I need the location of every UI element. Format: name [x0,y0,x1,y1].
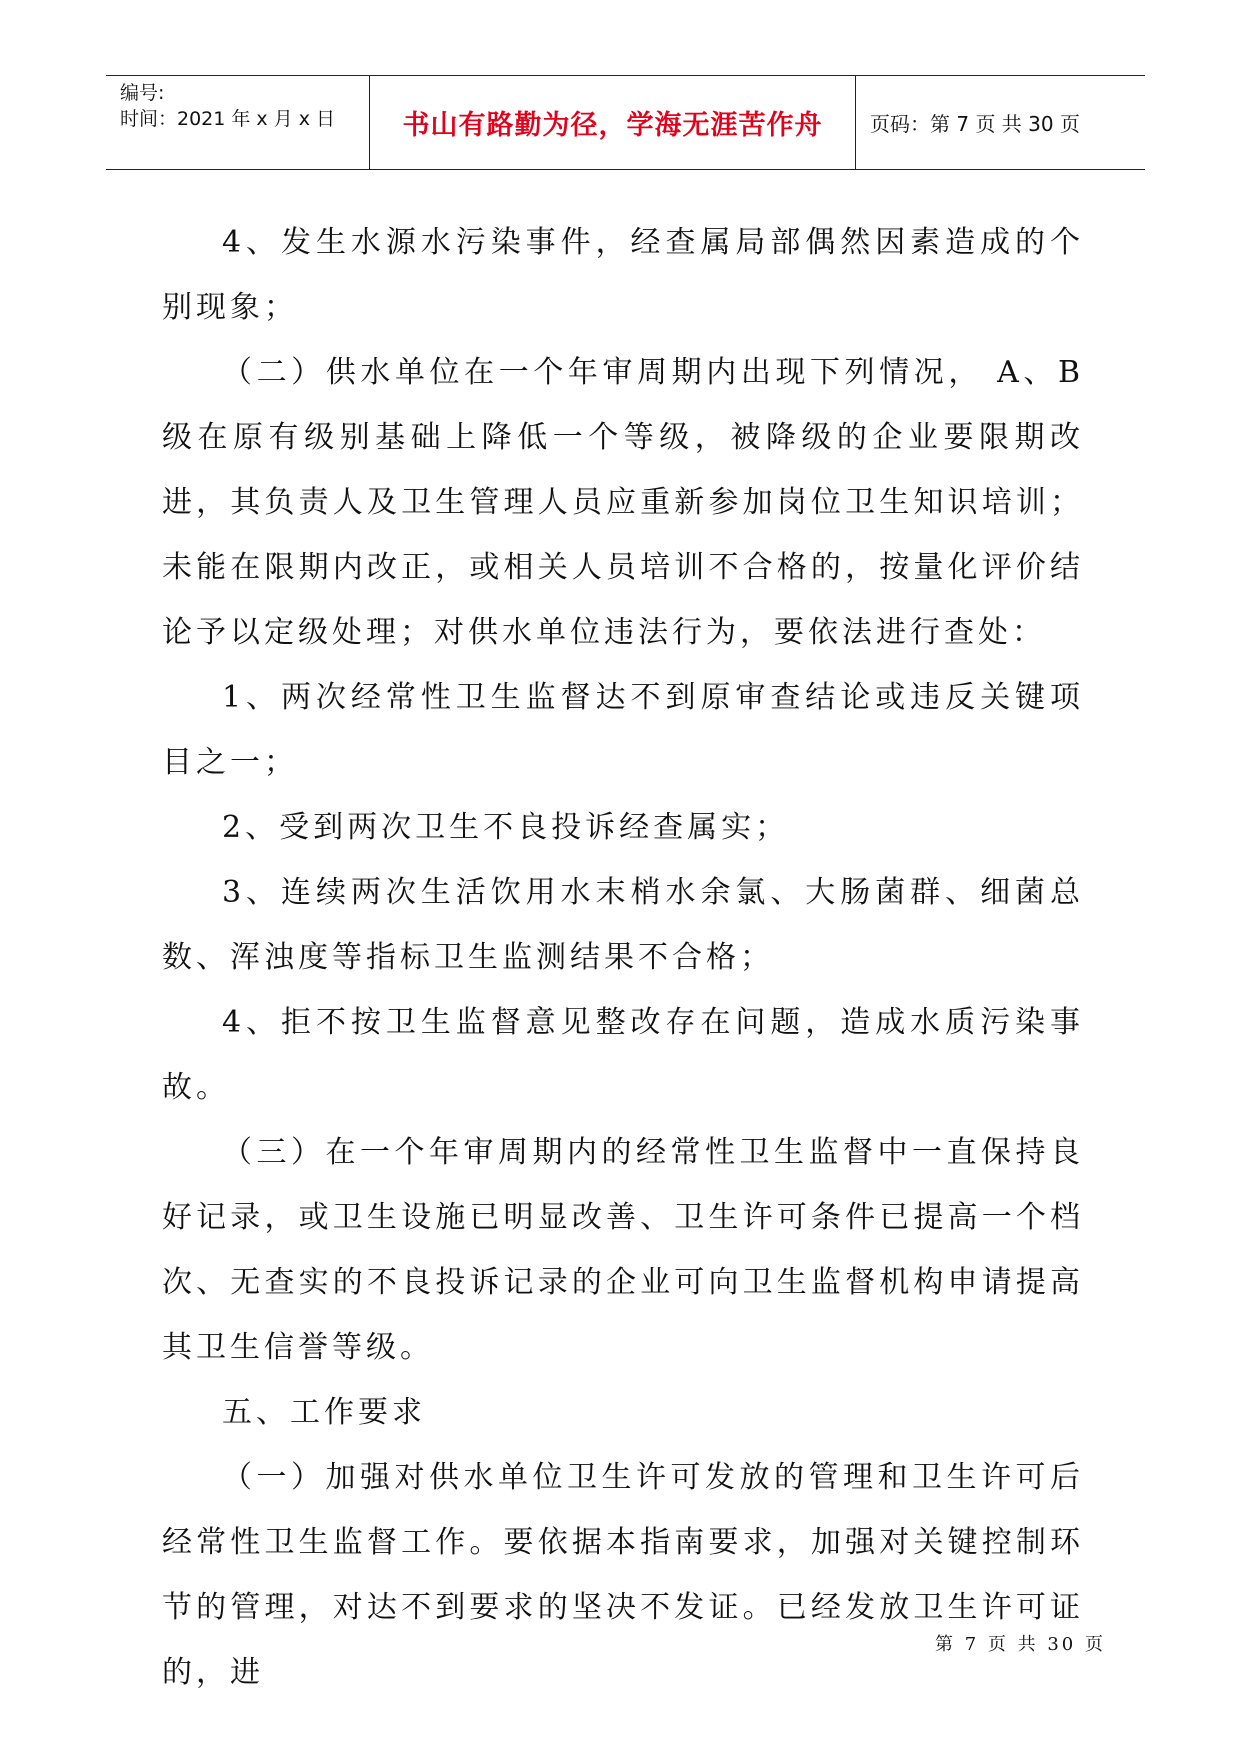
paragraph: 1、两次经常性卫生监督达不到原审查结论或违反关键项目之一； [162,680,1084,780]
header-page-info: 页码：第 7 页 共 30 页 [870,112,1080,136]
paragraph: 4、拒不按卫生监督意见整改存在问题，造成水质污染事故。 [162,1005,1084,1105]
page-header [106,75,1145,170]
page-footer: 第 7 页 共 30 页 [935,1634,1106,1655]
section-heading: 五、工作要求 [222,1395,426,1430]
paragraph: 3、连续两次生活饮用水末梢水余氯、大肠菌群、细菌总数、浑浊度等指标卫生监测结果不合格； [162,875,1084,975]
paragraph: 2、受到两次卫生不良投诉经查属实； [222,810,790,845]
paragraph: （一）加强对供水单位卫生许可发放的管理和卫生许可后经常性卫生监督工作。要依据本指南要求，加强对关键控制环节的管理，对达不到要求的坚决不发证。已经发放卫生许可证的，进 [162,1460,1084,1690]
paragraph: 4、发生水源水污染事件，经查属局部偶然因素造成的个别现象； [162,225,1084,325]
document-time-label: 时间：2021 年 x 月 x 日 [120,108,336,130]
document-number-label: 编号: [120,82,165,104]
document-body [162,210,1084,1705]
header-motto: 书山有路勤为径，学海无涯苦作舟 [370,76,856,169]
header-meta [106,76,370,169]
paragraph: （二）供水单位在一个年审周期内出现下列情况， A、B 级在原有级别基础上降低一个等级，被降级的企业要限期改进，其负责人及卫生管理人员应重新参加岗位卫生知识培训；未能在限期内改正，或相关人员培训不合格的，按量化评价结论予以定级处理；对供水单位违法行为，要依法进行查处： [162,355,1084,650]
paragraph: （三）在一个年审周期内的经常性卫生监督中一直保持良好记录，或卫生设施已明显改善、卫生许可条件已提高一个档次、无查实的不良投诉记录的企业可向卫生监督机构申请提高其卫生信誉等级。 [162,1135,1084,1365]
